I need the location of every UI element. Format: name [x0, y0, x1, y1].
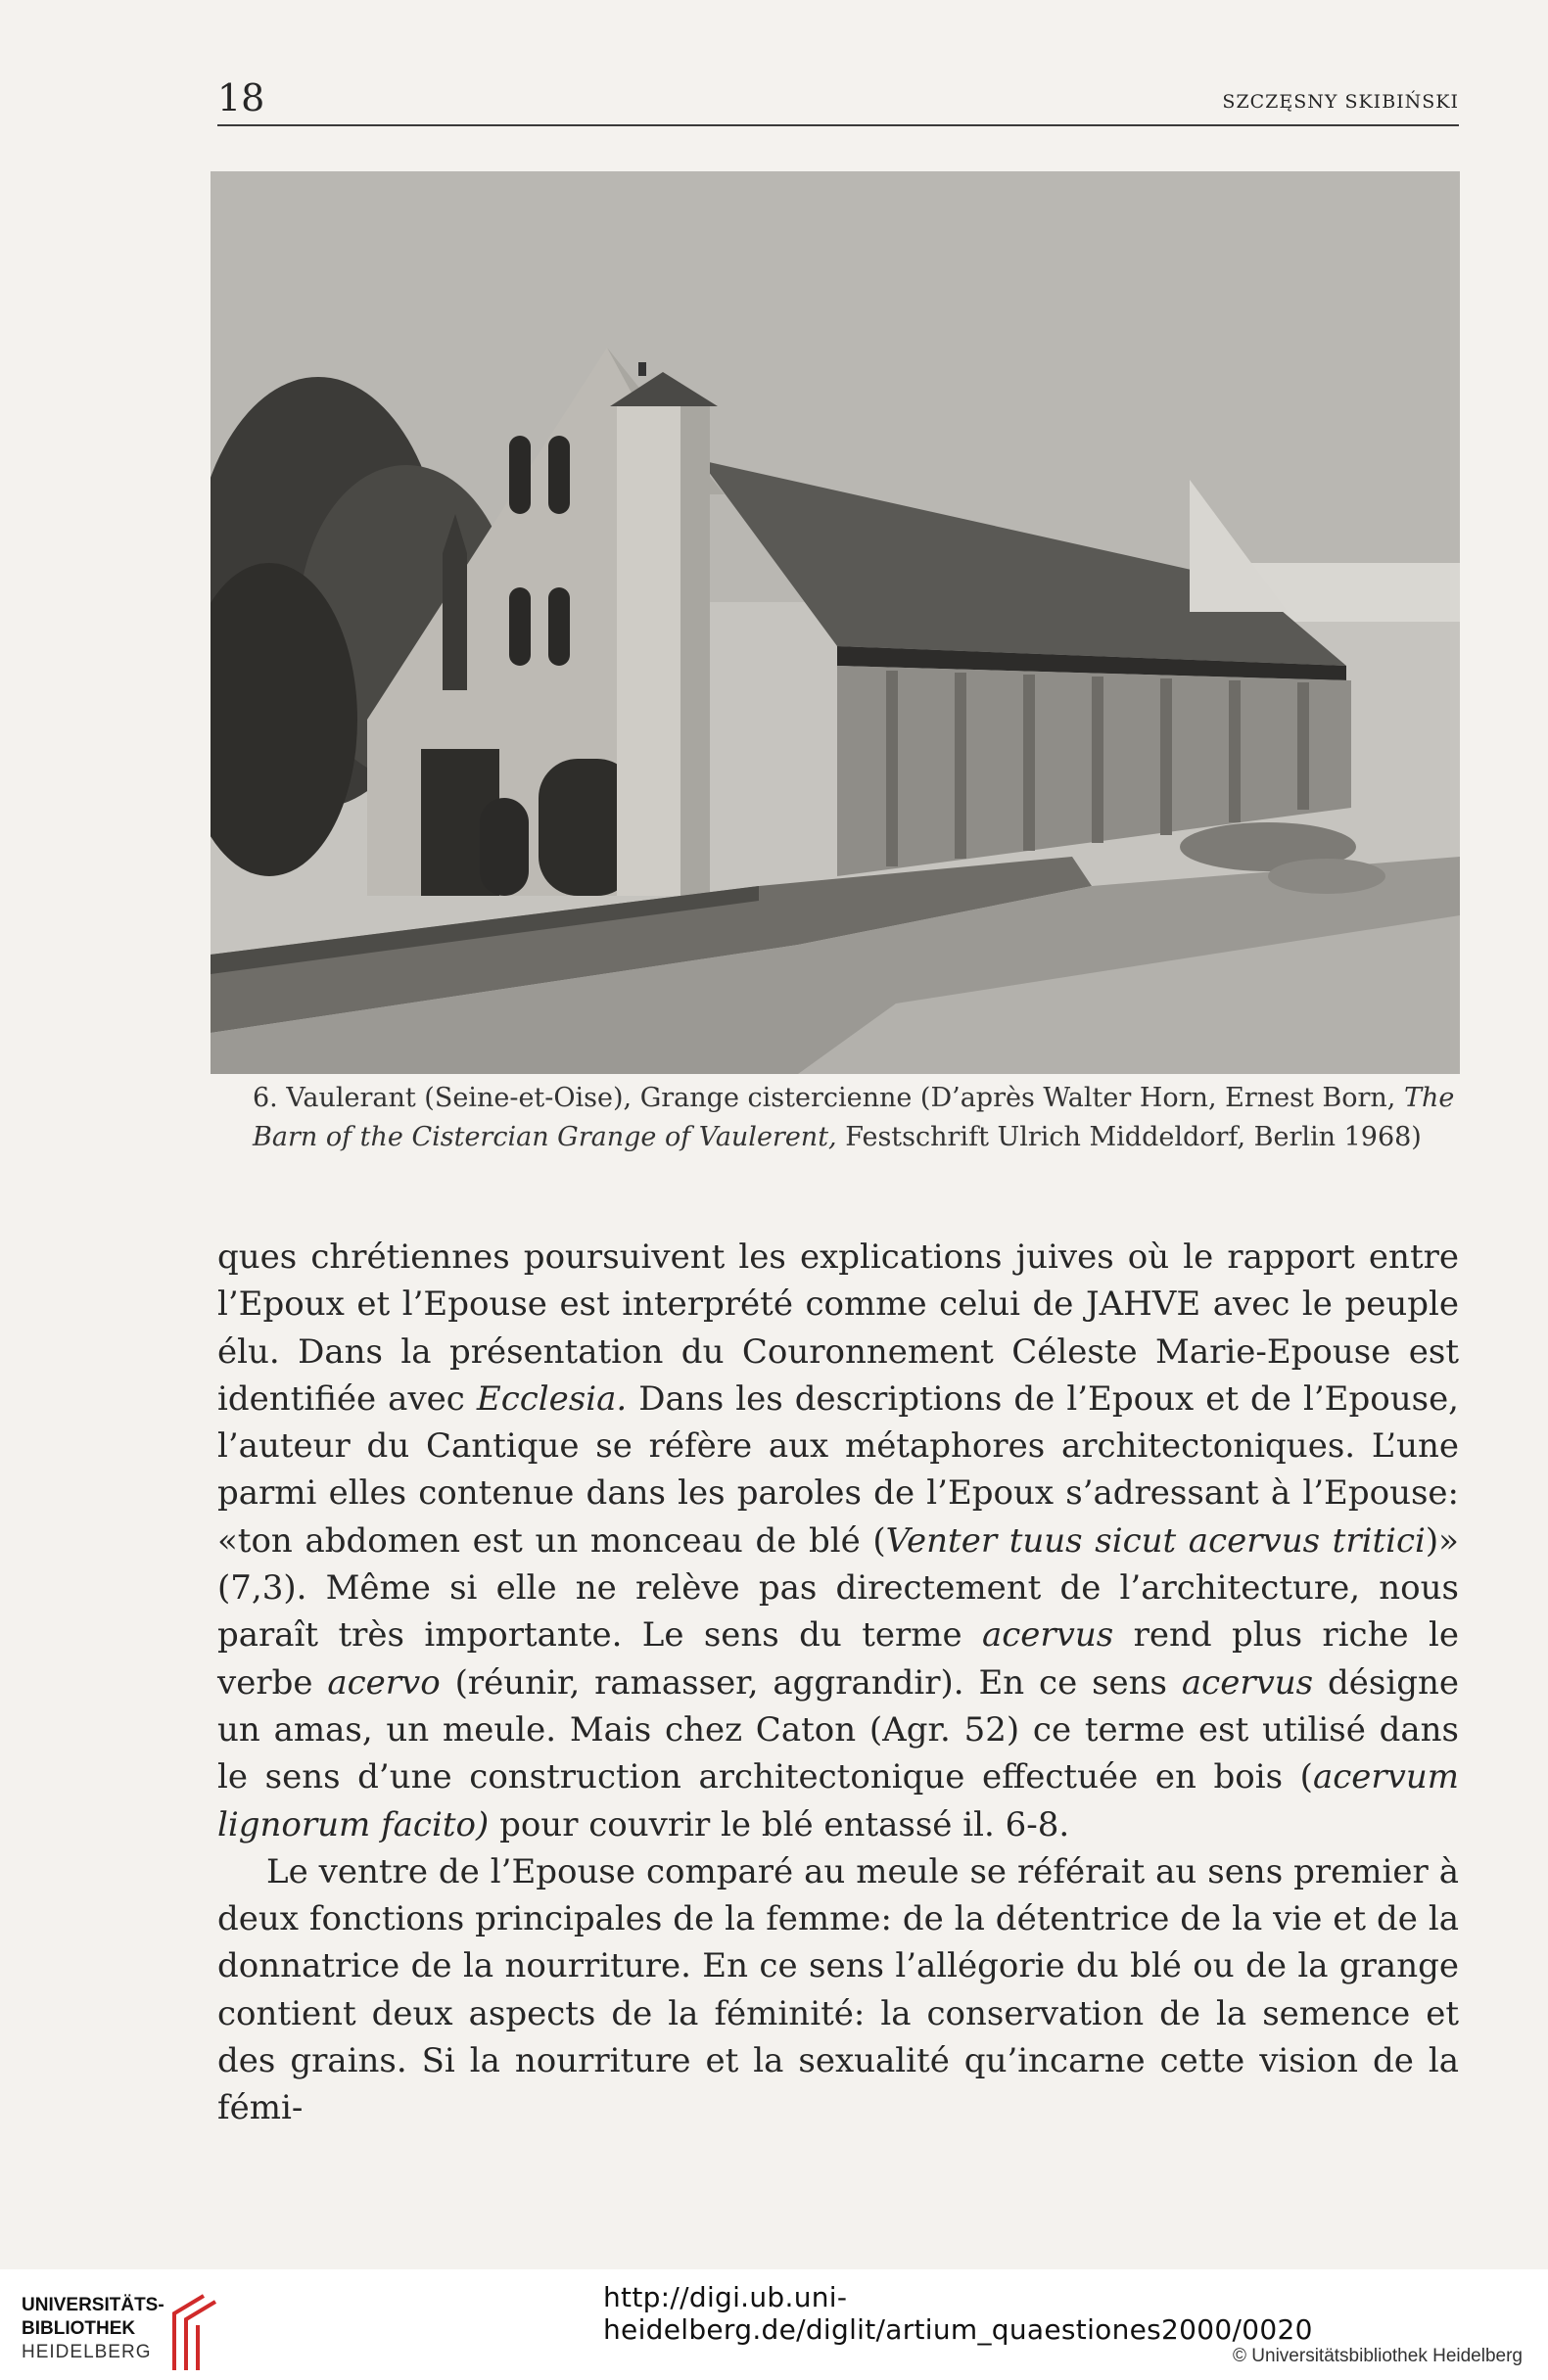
- barn-photograph: [211, 171, 1460, 1074]
- caption-text-2: Festschrift Ulrich Middeldorf, Berlin 1968): [845, 1122, 1422, 1152]
- logo-line-3: HEIDELBERG: [22, 2342, 152, 2362]
- p1-acervus-2: acervus: [1181, 1662, 1314, 1703]
- copyright-notice: © Universitätsbibliothek Heidelberg: [1233, 2346, 1523, 2366]
- library-emblem-icon: [164, 2294, 233, 2372]
- p1-ecclesia: Ecclesia.: [476, 1378, 628, 1419]
- figure-caption: [253, 1079, 1459, 1157]
- p1-acervo: acervo: [327, 1662, 441, 1703]
- p1-text-f: désigne un amas, un meule. Mais chez Caton (Agr. 52) ce terme est utilisé dans le sens d’une construction architectonique effectuée en bois (: [217, 1662, 1460, 1797]
- p1-text-a: ques chrétiennes poursuivent les explications juives où le rapport entre l’Epoux et l’Epouse est interprété comme celui de JAHVE avec le peuple élu. Dans la présentation du Couronnement Céleste Marie-Epouse est identifiée avec: [217, 1237, 1459, 1419]
- logo-line-2: BIBLIOTHEK: [22, 2318, 136, 2339]
- p1-text-b: Dans les descriptions de l’Epoux et de l’Epouse, l’auteur du Cantique se réfère aux métaphores architectoniques. L’une parmi elles contenue dans les paroles de l’Epoux s’adressant à l’Epouse: «ton abdomen est un monceau de blé (: [217, 1378, 1459, 1561]
- source-url[interactable]: http://digi.ub.uni-heidelberg.de/diglit/artium_quaestiones2000/0020: [603, 2281, 1313, 2346]
- page-number: 18: [217, 76, 265, 119]
- running-head-author: SZCZĘSNY SKIBIŃSKI: [1222, 91, 1459, 113]
- p1-text-c: )» (7,3). Même si elle ne relève pas directement de l’architecture, nous paraît très importante. Le sens du terme: [217, 1520, 1459, 1656]
- logo-line-1: UNIVERSITÄTS-: [22, 2295, 164, 2315]
- p1-acervus-1: acervus: [981, 1615, 1114, 1656]
- page-header: [217, 76, 1459, 131]
- library-logo: [22, 2294, 247, 2377]
- header-rule: [217, 124, 1459, 126]
- body-text: [217, 1234, 1459, 2132]
- p1-latin-quote: Venter tuus sicut acervus tritici: [885, 1520, 1426, 1561]
- caption-text-1: Vaulerant (Seine-et-Oise), Grange cistercienne (D’après Walter Horn, Ernest Born,: [286, 1083, 1396, 1113]
- p1-latin-quote-2: acervum lignorum facito): [217, 1757, 1459, 1844]
- p1-text-e: (réunir, ramasser, aggrandir). En ce sens: [454, 1662, 1167, 1703]
- caption-title: The Barn of the Cistercian Grange of Vaulerent,: [253, 1083, 1455, 1152]
- caption-number: 6.: [253, 1083, 278, 1113]
- paragraph-1: [217, 1234, 1459, 1848]
- paragraph-2: Le ventre de l’Epouse comparé au meule se référait au sens premier à deux fonctions principales de la femme: de la détentrice de la vie et de la donnatrice de la nourriture. En ce sens l’allégorie du blé ou de la grange contient deux aspects de la féminité: la conservation de la semence et des grains. Si la nourriture et la sexualité qu’incarne cette vision de la fémi-: [217, 1851, 1459, 2128]
- p1-text-d: rend plus riche le verbe: [217, 1615, 1459, 1703]
- footer-bar: [0, 2269, 1548, 2380]
- p1-text-g: pour couvrir le blé entassé il. 6-8.: [499, 1804, 1070, 1844]
